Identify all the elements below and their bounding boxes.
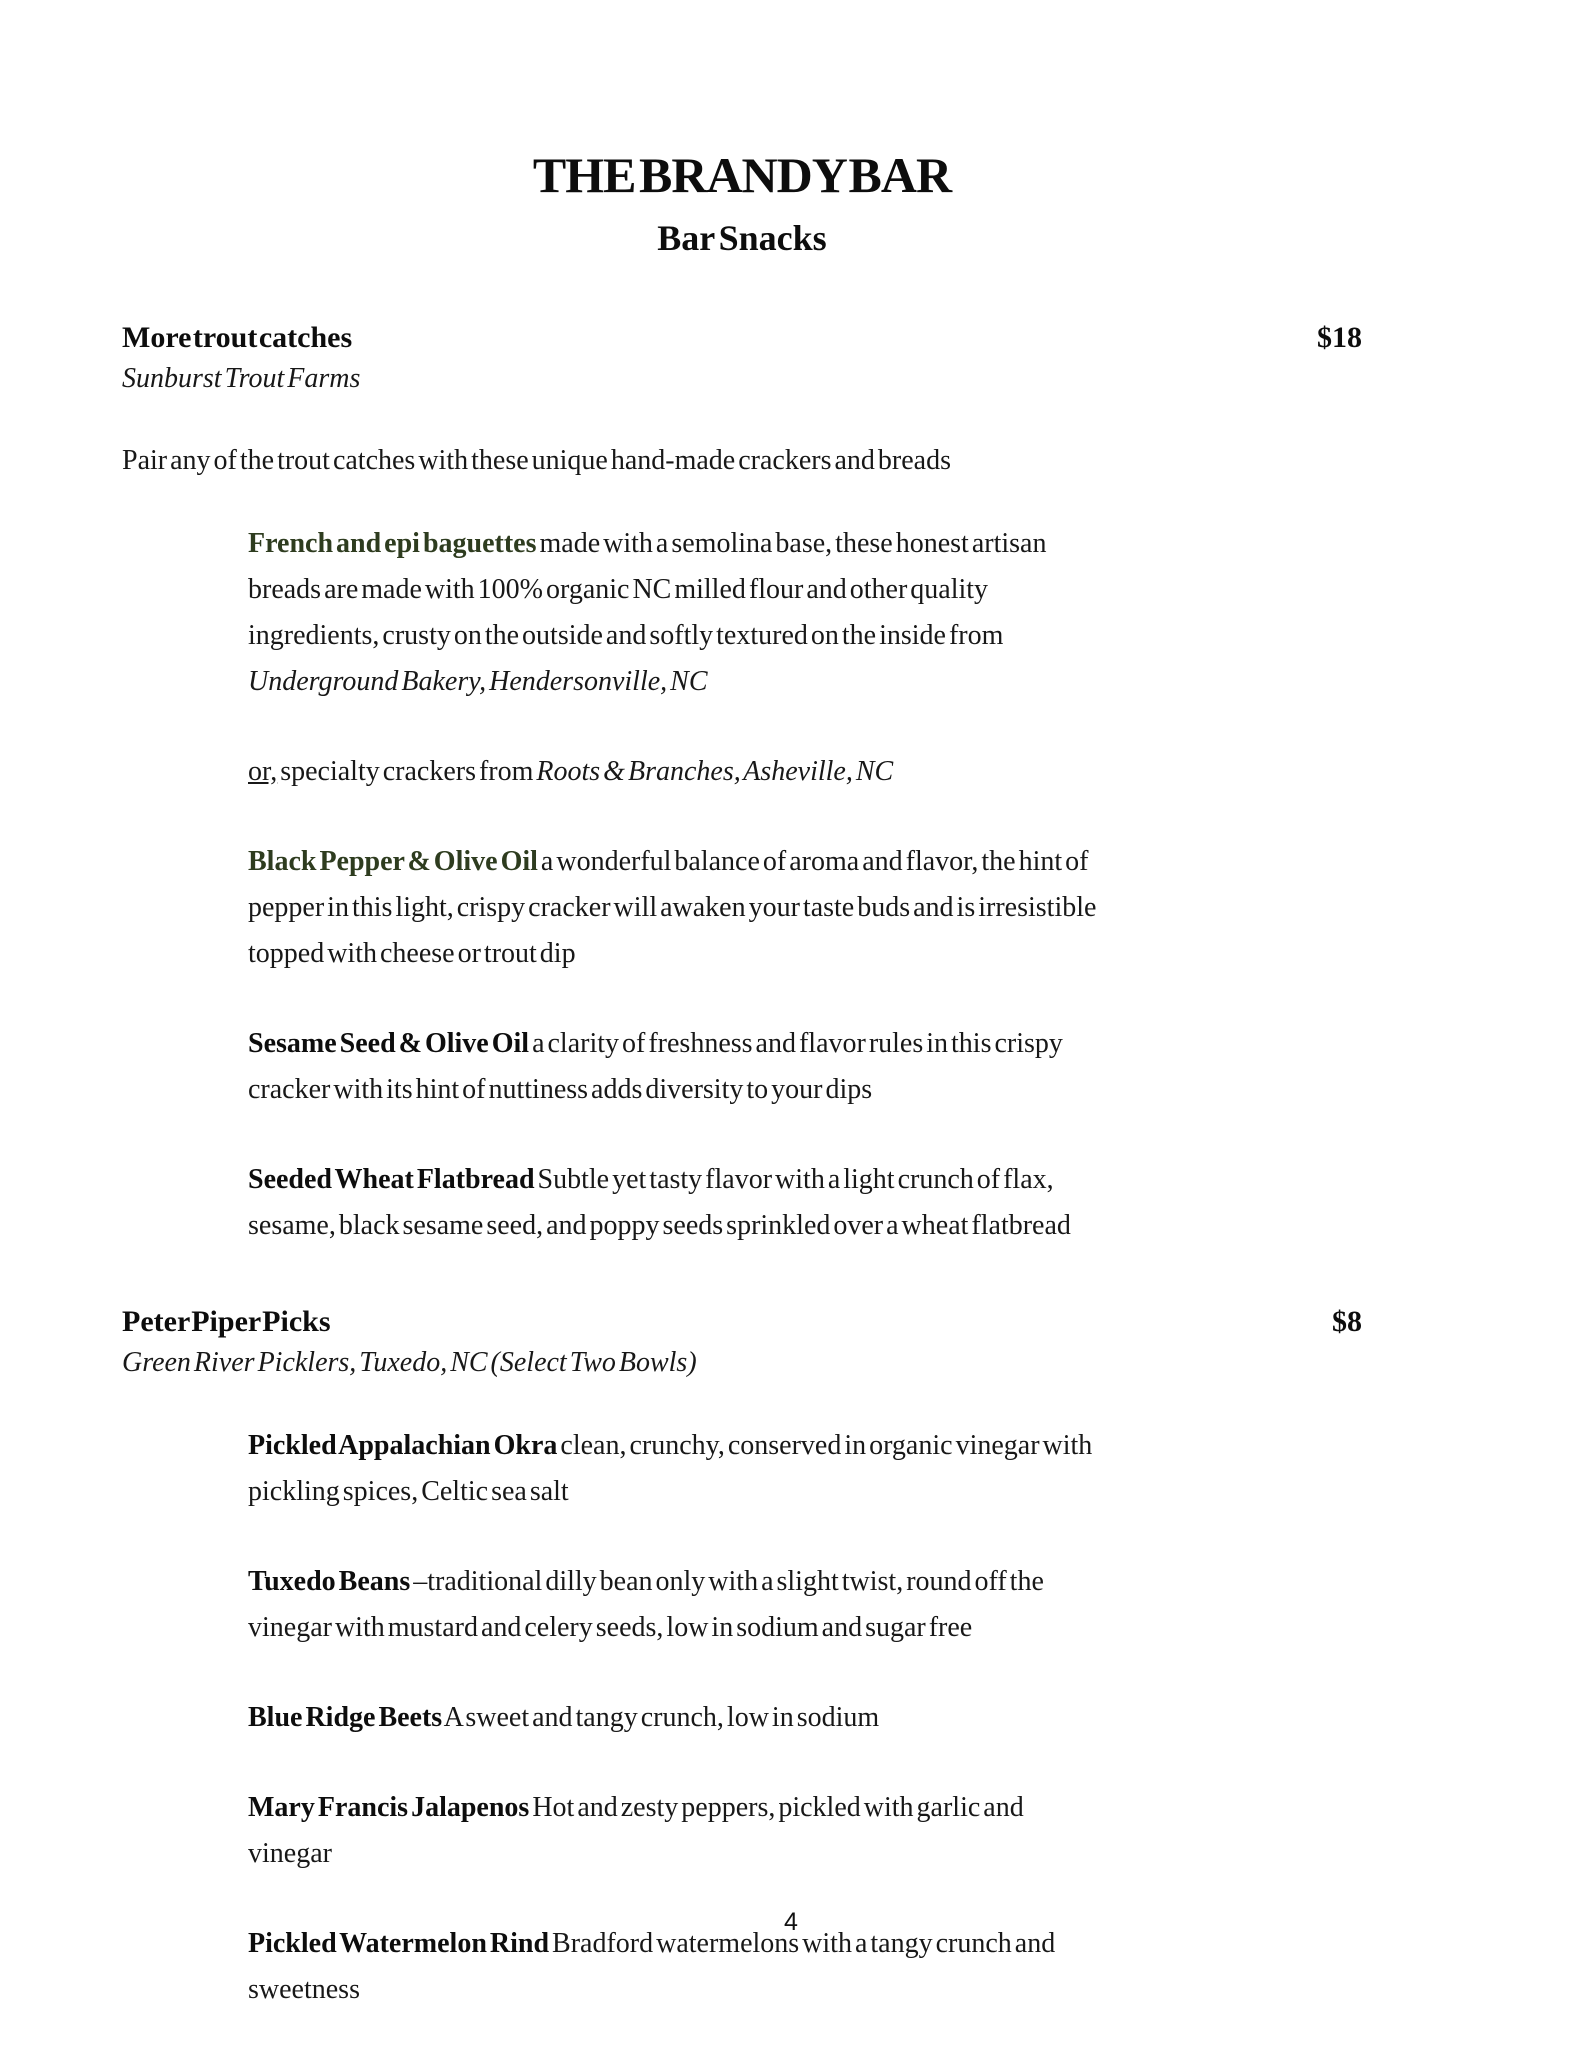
section-title: Peter Piper Picks bbox=[122, 1305, 331, 1338]
or-label: or, bbox=[248, 756, 278, 787]
menu-item-blue-ridge-beets bbox=[248, 1695, 1110, 1741]
menu-item-black-pepper-olive-oil bbox=[248, 839, 1110, 977]
item-desc: clean, crunchy, conserved in organic vinegar with pickling spices, Celtic sea salt bbox=[248, 1430, 1093, 1507]
or-specialty-crackers-line bbox=[248, 749, 1110, 795]
item-desc: a clarity of freshness and flavor rules in this crispy cracker with its hint of nuttiness adds diversity to your dips bbox=[248, 1028, 1063, 1105]
section-price: $8 bbox=[1332, 1305, 1362, 1338]
item-name: Pickled Watermelon Rind bbox=[248, 1928, 550, 1959]
menu-item-seeded-wheat-flatbread bbox=[248, 1157, 1110, 1249]
item-desc: Bradford watermelons with a tangy crunch and sweetness bbox=[248, 1928, 1056, 2005]
item-desc: Subtle yet tasty flavor with a light crunch of flax, sesame, black sesame seed, and poppy seeds sprinkled over a wheat flatbread bbox=[248, 1164, 1071, 1241]
menu-content bbox=[122, 148, 1362, 2041]
section-intro: Pair any of the trout catches with these unique hand-made crackers and breads bbox=[122, 445, 951, 476]
section-source: Green River Picklers, Tuxedo, NC (Select Two Bowls) bbox=[122, 1347, 697, 1378]
item-name: French and epi baguettes bbox=[248, 528, 537, 559]
item-name: Pickled Appalachian Okra bbox=[248, 1430, 558, 1461]
section-title: More trout catches bbox=[122, 321, 353, 354]
section-price: $18 bbox=[1317, 321, 1362, 354]
item-desc: Hot and zesty peppers, pickled with garlic and vinegar bbox=[248, 1792, 1024, 1869]
menu-item-mary-francis-jalapenos bbox=[248, 1785, 1110, 1877]
menu-item-tuxedo-beans bbox=[248, 1559, 1110, 1651]
item-source: Underground Bakery, Hendersonville, NC bbox=[248, 666, 708, 697]
item-desc: A sweet and tangy crunch, low in sodium bbox=[442, 1702, 880, 1733]
page-title: THE BRANDY BAR bbox=[532, 147, 952, 203]
item-name: Seeded Wheat Flatbread bbox=[248, 1164, 535, 1195]
item-desc: –traditional dilly bean only with a slight twist, round off the vinegar with mustard and celery seeds, low in sodium and sugar free bbox=[248, 1566, 1044, 1643]
item-name: Sesame Seed & Olive Oil bbox=[248, 1028, 530, 1059]
menu-item-sesame-seed-olive-oil bbox=[248, 1021, 1110, 1113]
page-number: 4 bbox=[784, 1908, 798, 1936]
item-desc: a wonderful balance of aroma and flavor, the hint of pepper in this light, crispy cracker will awaken your taste buds and is irresistible topped with cheese or trout dip bbox=[248, 846, 1097, 969]
page-subtitle: Bar Snacks bbox=[657, 218, 827, 258]
menu-item-french-epi-baguettes bbox=[248, 521, 1110, 705]
item-name: Black Pepper & Olive Oil bbox=[248, 846, 538, 877]
item-name: Mary Francis Jalapenos bbox=[248, 1792, 530, 1823]
item-name: Tuxedo Beans bbox=[248, 1566, 411, 1597]
item-desc: made with a semolina base, these honest artisan breads are made with 100% organic NC milled flour and other quality ingredients, crusty on the outside and softly textured on the inside from bbox=[248, 528, 1047, 651]
item-name: Blue Ridge Beets bbox=[248, 1702, 443, 1733]
or-text: specialty crackers from bbox=[277, 756, 537, 787]
section-header-peter-piper bbox=[122, 1305, 1362, 1339]
or-source: Roots & Branches, Asheville, NC bbox=[536, 756, 894, 787]
section-source: Sunburst Trout Farms bbox=[122, 363, 361, 394]
section-header-trout bbox=[122, 321, 1362, 355]
menu-item-pickled-appalachian-okra bbox=[248, 1423, 1110, 1515]
